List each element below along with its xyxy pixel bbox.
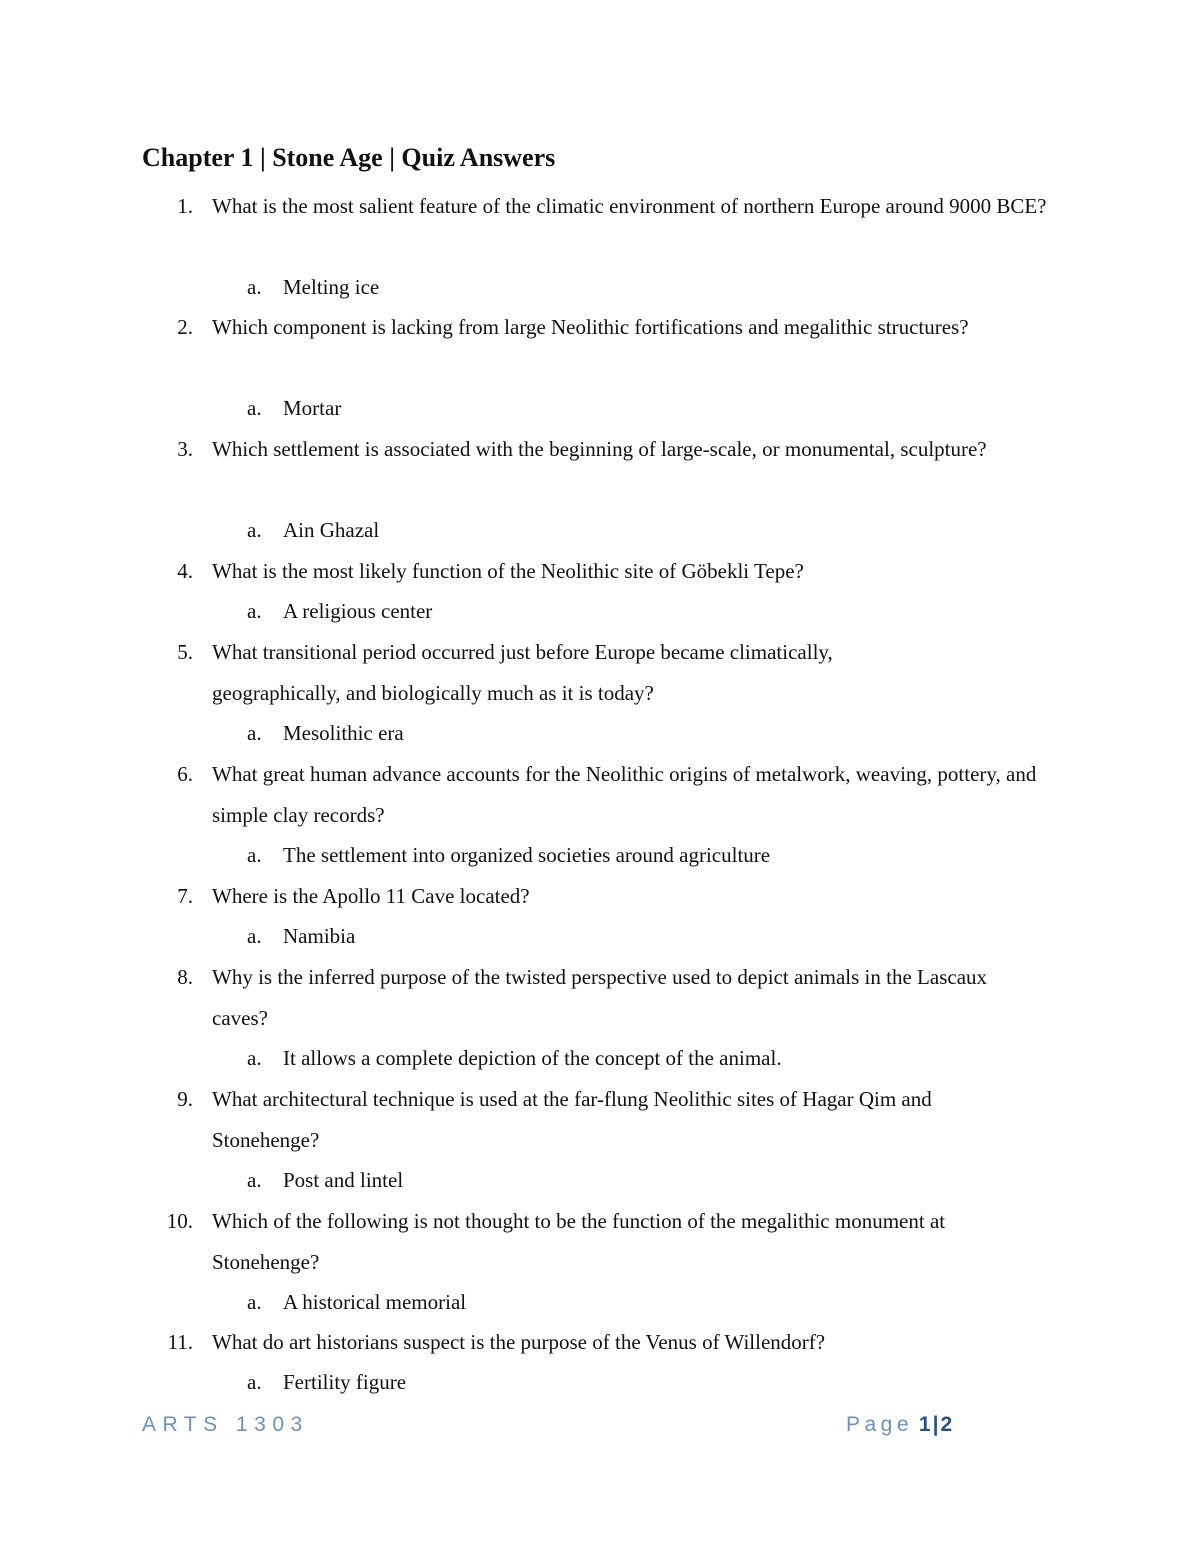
answer-letter: a. — [247, 1168, 262, 1192]
answer-letter: a. — [247, 721, 262, 745]
answer-text: Mesolithic era — [283, 721, 404, 745]
footer-course-code: ARTS 1303 — [142, 1413, 309, 1436]
footer-page-total: 2 — [940, 1413, 953, 1436]
question-number: 5. — [177, 640, 193, 664]
answer-letter: a. — [247, 843, 262, 867]
question-text: Which of the following is not thought to be the function of the megalithic monument at Stonehenge? — [212, 1209, 946, 1274]
footer-page-separator: | — [932, 1413, 939, 1436]
question-number: 7. — [177, 884, 193, 908]
answer-text: Mortar — [283, 396, 342, 420]
question-text: Why is the inferred purpose of the twisted perspective used to depict animals in the Lascaux caves? — [212, 965, 988, 1030]
answer-letter: a. — [247, 518, 262, 542]
question-number: 9. — [177, 1087, 193, 1111]
answer-text: The settlement into organized societies around agriculture — [283, 843, 771, 867]
footer-page-current: 1 — [918, 1413, 931, 1436]
question-text: Which settlement is associated with the beginning of large-scale, or monumental, sculpture? — [212, 437, 987, 461]
question-number: 10. — [166, 1209, 193, 1233]
question-text: Where is the Apollo 11 Cave located? — [212, 884, 530, 908]
question-text: What is the most salient feature of the climatic environment of northern Europe around 9000 BCE? — [212, 194, 1047, 218]
question-text: What is the most likely function of the Neolithic site of Göbekli Tepe? — [212, 559, 804, 583]
answer-text: Melting ice — [283, 275, 380, 299]
question-number: 11. — [167, 1330, 193, 1354]
answer-letter: a. — [247, 1046, 262, 1070]
answer-letter: a. — [247, 396, 262, 420]
answer-letter: a. — [247, 599, 262, 623]
question-text: What great human advance accounts for the Neolithic origins of metalwork, weaving, pottery, and simple clay records? — [212, 762, 1037, 827]
question-text: What transitional period occurred just before Europe became climatically, geographically, and biologically much as it is today? — [212, 640, 833, 705]
question-number: 6. — [177, 762, 193, 786]
answer-text: Namibia — [283, 924, 356, 948]
question-number: 3. — [177, 437, 193, 461]
answer-text: Ain Ghazal — [283, 518, 380, 542]
answer-text: It allows a complete depiction of the concept of the animal. — [283, 1046, 782, 1070]
answer-text: A historical memorial — [283, 1290, 467, 1314]
footer-page-indicator — [846, 1410, 952, 1440]
answer-letter: a. — [247, 1370, 262, 1394]
answer-letter: a. — [247, 275, 262, 299]
answer-text: Fertility figure — [283, 1370, 407, 1394]
question-text: What do art historians suspect is the purpose of the Venus of Willendorf? — [212, 1330, 826, 1354]
question-number: 8. — [177, 965, 193, 989]
question-number: 2. — [177, 315, 193, 339]
answer-text: A religious center — [283, 599, 433, 623]
question-text: Which component is lacking from large Neolithic fortifications and megalithic structures? — [212, 315, 969, 339]
footer-page-label: Page — [846, 1413, 914, 1436]
page-title: Chapter 1 | Stone Age | Quiz Answers — [142, 143, 556, 172]
answer-text: Post and lintel — [283, 1168, 404, 1192]
answer-letter: a. — [247, 924, 262, 948]
question-number: 4. — [177, 559, 193, 583]
question-number: 1. — [177, 194, 193, 218]
question-text: What architectural technique is used at the far-flung Neolithic sites of Hagar Qim and Stonehenge? — [212, 1087, 932, 1152]
answer-letter: a. — [247, 1290, 262, 1314]
